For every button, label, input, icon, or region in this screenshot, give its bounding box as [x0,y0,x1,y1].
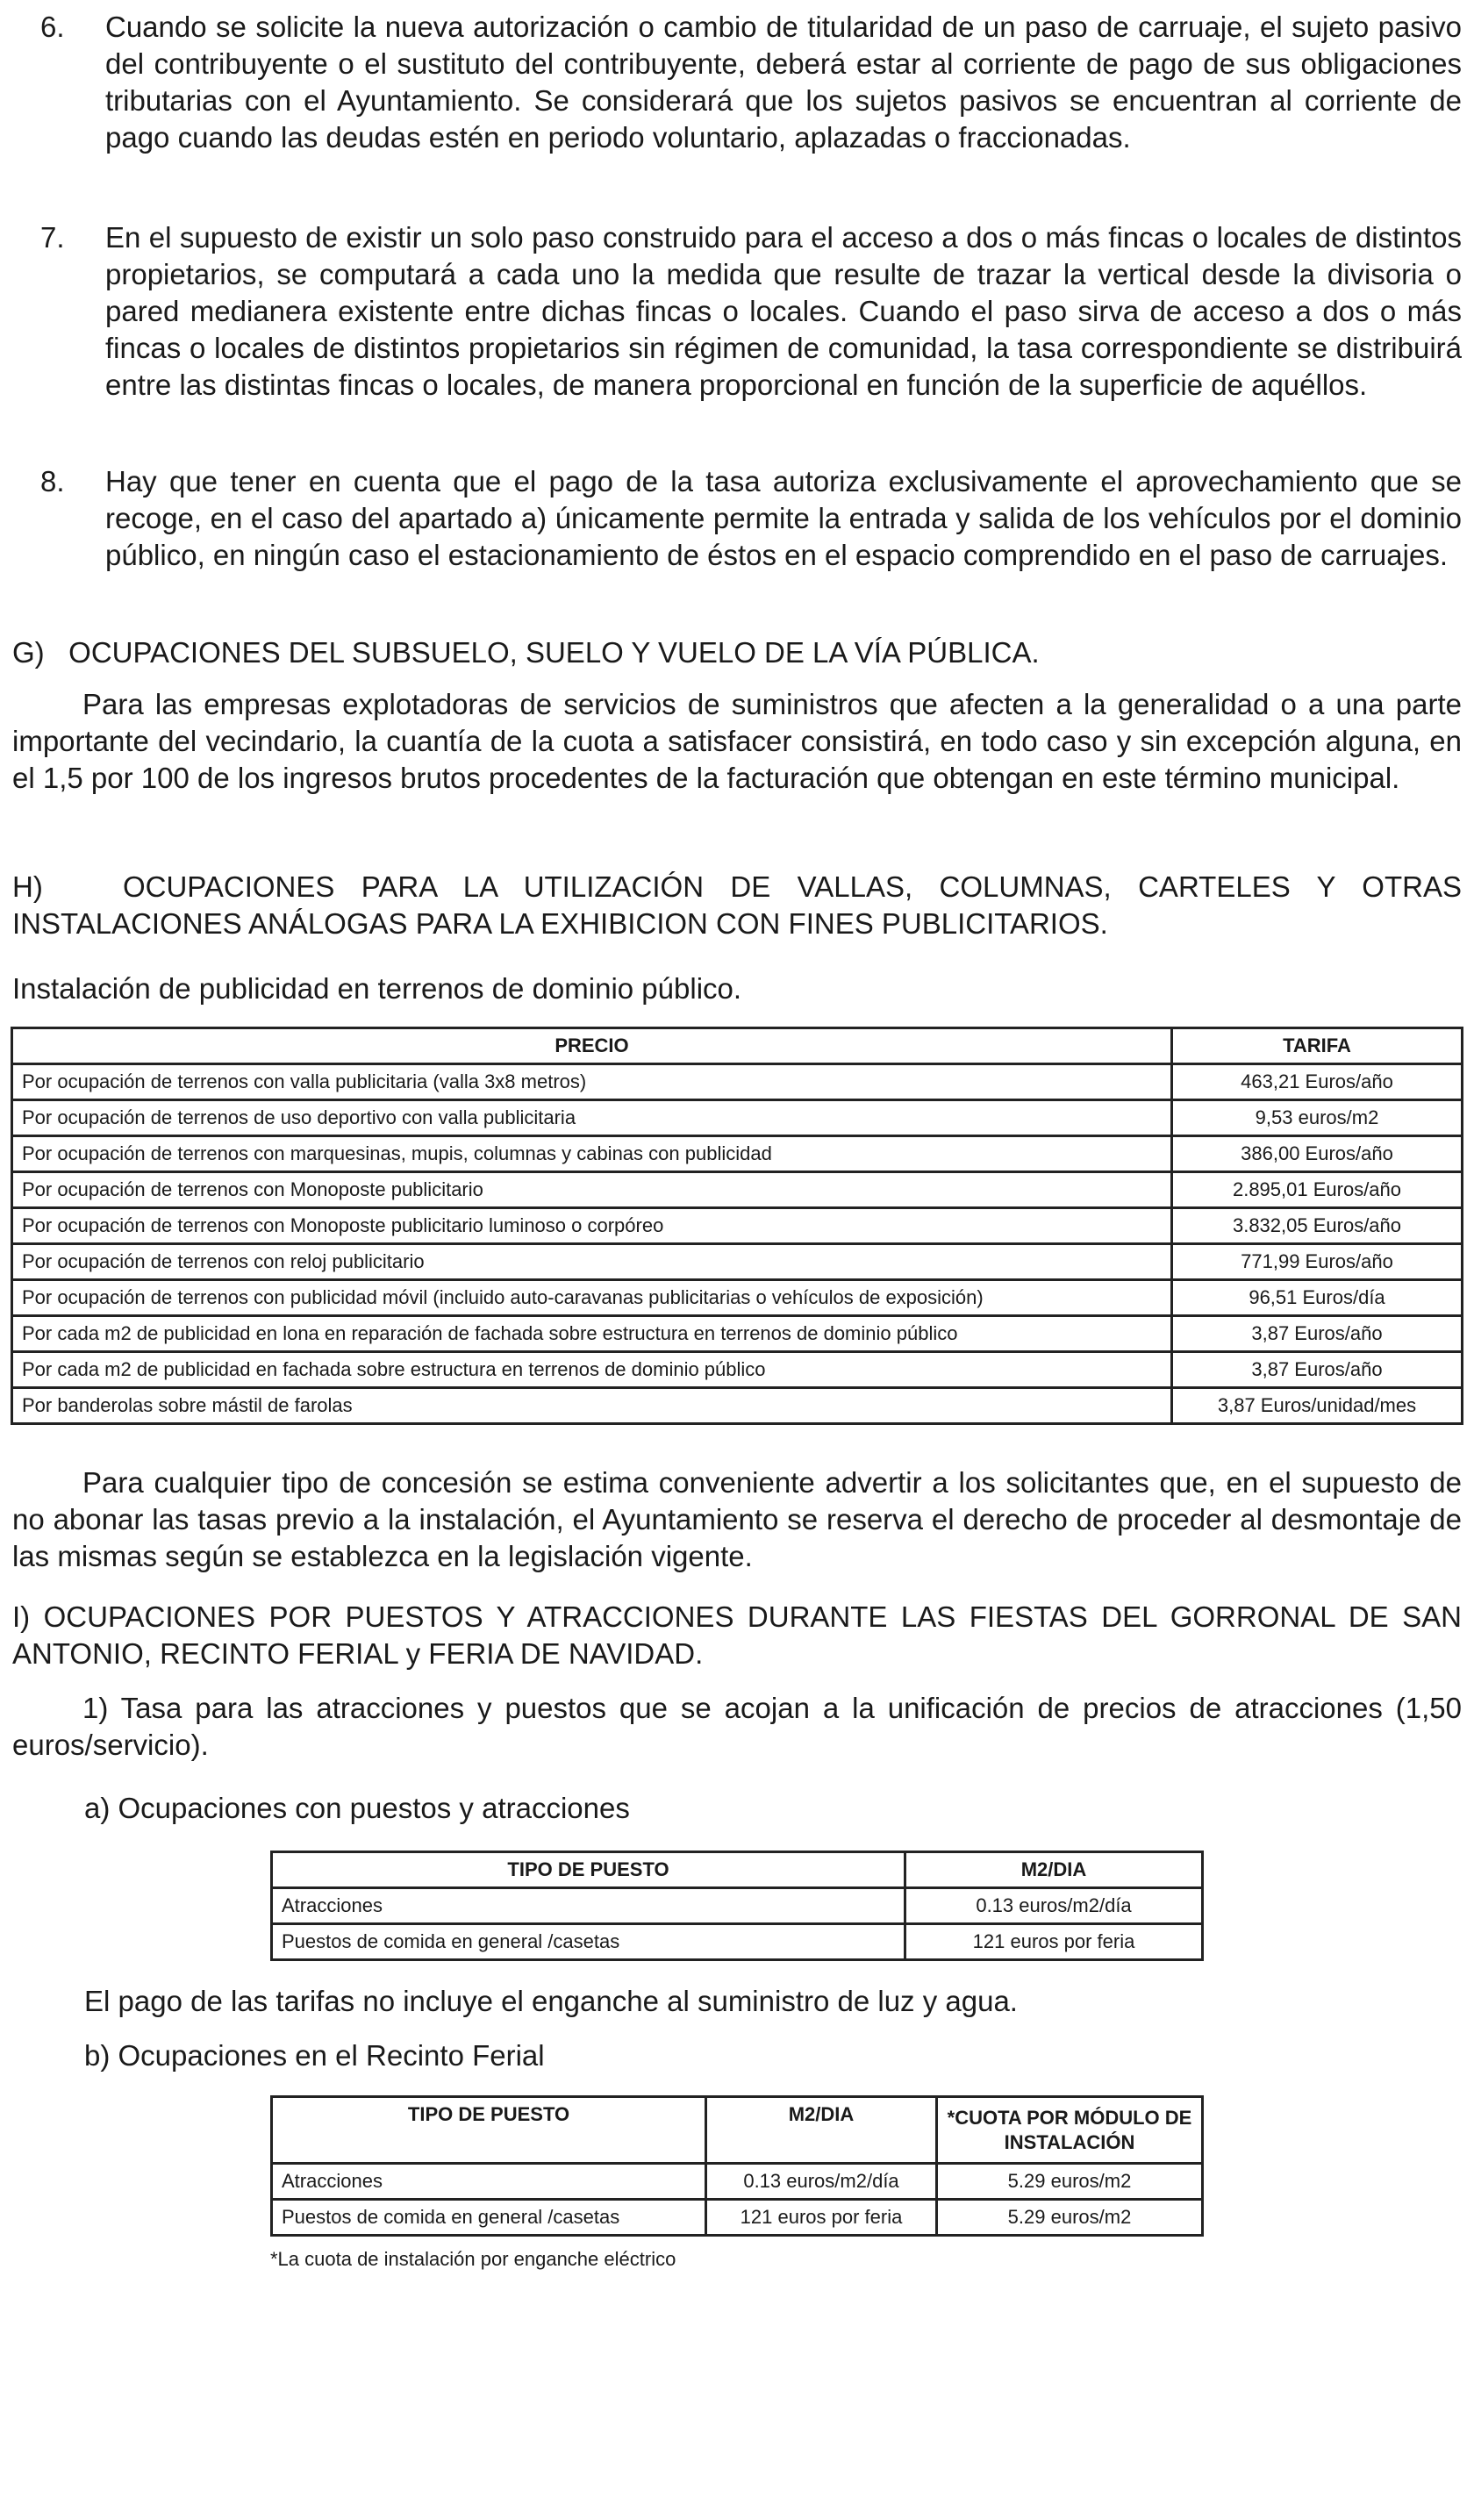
table-cell: 3,87 Euros/año [1172,1316,1463,1352]
table-cell: Puestos de comida en general /casetas [272,2200,706,2236]
table-row [12,1136,1463,1172]
header-m2dia: M2/DIA [905,1852,1203,1888]
footnote: *La cuota de instalación por enganche eléctrico [270,2248,676,2270]
table-cell: 5.29 euros/m2 [937,2164,1203,2200]
table-cell: Por cada m2 de publicidad en fachada sobre estructura en terrenos de dominio público [12,1352,1172,1388]
table-row [272,2200,1203,2236]
section-h-note: Para cualquier tipo de concesión se estima conveniente advertir a los solicitantes que, en el supuesto de no abonar las tasas previo a la instalación, el Ayuntamiento se reserva el derecho de proceder al desmontaje de las mismas según se establezca en la legislación vigente. [12,1466,1462,1572]
table-cell: Por ocupación de terrenos con publicidad móvil (incluido auto-caravanas publicitarias o vehículos de exposición) [12,1280,1172,1316]
item-number: 8. [40,465,65,498]
header-m2dia: M2/DIA [706,2097,937,2164]
header-tipo: TIPO DE PUESTO [272,2097,706,2164]
table-row [12,1316,1463,1352]
table-cell: 2.895,01 Euros/año [1172,1172,1463,1208]
table-cell: 0.13 euros/m2/día [905,1888,1203,1924]
table-cell: 463,21 Euros/año [1172,1064,1463,1100]
table-cell: Atracciones [272,2164,706,2200]
item-6 [12,9,1462,156]
table-cell: 3,87 Euros/unidad/mes [1172,1388,1463,1424]
table-cell: Por cada m2 de publicidad en lona en reparación de fachada sobre estructura en terrenos de dominio público [12,1316,1172,1352]
table-cell: 9,53 euros/m2 [1172,1100,1463,1136]
section-i-b-title: b) Ocupaciones en el Recinto Ferial [84,2039,545,2072]
item-text: Cuando se solicite la nueva autorización o cambio de titularidad de un paso de carruaje, el sujeto pasivo del contribuyente o el sustituto del contribuyente, deberá estar al corriente de pago de sus obligaciones tributarias con el Ayuntamiento. Se considerará que los sujetos pasivos se encuentran al corriente de pago cuando las deudas estén en periodo voluntario, aplazadas o fraccionadas. [105,11,1462,154]
table-cell: Atracciones [272,1888,905,1924]
item-7 [12,219,1462,404]
section-h-subtitle: Instalación de publicidad en terrenos de dominio público. [12,972,742,1005]
table-cell: 5.29 euros/m2 [937,2200,1203,2236]
table-row [12,1172,1463,1208]
item-text: Hay que tener en cuenta que el pago de la tasa autoriza exclusivamente el aprovechamiento que se recoge, en el caso del apartado a) únicamente permite la entrada y salida de los vehículos por el dominio público, en ningún caso el estacionamiento de éstos en el espacio comprendido en el paso de carruajes. [105,465,1462,571]
table-cell: 0.13 euros/m2/día [706,2164,937,2200]
table-cell: Por ocupación de terrenos con valla publicitaria (valla 3x8 metros) [12,1064,1172,1100]
table-cell: 3,87 Euros/año [1172,1352,1463,1388]
section-h-heading: H) OCUPACIONES PARA LA UTILIZACIÓN DE VALLAS, COLUMNAS, CARTELES Y OTRAS INSTALACIONES ANÁLOGAS PARA LA EXHIBICION CON FINES PUBLICITARIOS. [12,870,1470,940]
table-row [12,1388,1463,1424]
table-row [12,1208,1463,1244]
table-cell: 96,51 Euros/día [1172,1280,1463,1316]
table-cell: 121 euros por feria [905,1924,1203,1960]
advertising-fees-table [11,1027,1463,1425]
table-cell: 771,99 Euros/año [1172,1244,1463,1280]
fairground-table [270,2095,1204,2237]
stalls-table [270,1851,1204,1961]
table-cell: Por ocupación de terrenos con Monoposte publicitario luminoso o corpóreo [12,1208,1172,1244]
table-cell: Por banderolas sobre mástil de farolas [12,1388,1172,1424]
table-cell: 386,00 Euros/año [1172,1136,1463,1172]
header-tarifa: TARIFA [1172,1028,1463,1064]
table-cell: Por ocupación de terrenos con marquesinas, mupis, columnas y cabinas con publicidad [12,1136,1172,1172]
item-number: 7. [40,221,65,254]
table-cell: Por ocupación de terrenos con reloj publicitario [12,1244,1172,1280]
table-cell: Por ocupación de terrenos de uso deportivo con valla publicitaria [12,1100,1172,1136]
section-i-heading: I) OCUPACIONES POR PUESTOS Y ATRACCIONES DURANTE LAS FIESTAS DEL GORRONAL DE SAN ANTONIO, RECINTO FERIAL y FERIA DE NAVIDAD. [12,1600,1462,1670]
header-cuota: *CUOTA POR MÓDULO DE INSTALACIÓN [937,2097,1203,2164]
section-g-text: Para las empresas explotadoras de servicios de suministros que afecten a la generalidad o a una parte importante del vecindario, la cuantía de la cuota a satisfacer consistirá, en todo caso y sin excepción alguna, en el 1,5 por 100 de los ingresos brutos procedentes de la facturación que obtengan en este término municipal. [12,688,1462,794]
item-8 [12,463,1462,574]
table-cell: Por ocupación de terrenos con Monoposte publicitario [12,1172,1172,1208]
item-number: 6. [40,11,65,43]
section-i-a-title: a) Ocupaciones con puestos y atracciones [84,1792,630,1824]
table-row [12,1064,1463,1100]
table-row [272,1924,1203,1960]
table-row [12,1352,1463,1388]
header-precio: PRECIO [12,1028,1172,1064]
table-row [272,1888,1203,1924]
item-text: En el supuesto de existir un solo paso construido para el acceso a dos o más fincas o locales de distintos propietarios, se computará a cada uno la medida que resulte de trazar la vertical desde la divisoria o pared medianera existente entre dichas fincas o locales. Cuando el paso sirva de acceso a dos o más fincas o locales de distintos propietarios sin régimen de comunidad, la tasa correspondiente se distribuirá entre las distintas fincas o locales, de manera proporcional en función de la superficie de aquéllos. [105,221,1462,401]
section-g-heading: G) OCUPACIONES DEL SUBSUELO, SUELO Y VUELO DE LA VÍA PÚBLICA. [12,636,1040,669]
table-row [12,1244,1463,1280]
table-row [272,2164,1203,2200]
table-row [12,1100,1463,1136]
table-cell: 3.832,05 Euros/año [1172,1208,1463,1244]
header-tipo: TIPO DE PUESTO [272,1852,905,1888]
table-row [12,1280,1463,1316]
table-cell: Puestos de comida en general /casetas [272,1924,905,1960]
section-i-a-note: El pago de las tarifas no incluye el enganche al suministro de luz y agua. [84,1985,1018,2017]
table-cell: 121 euros por feria [706,2200,937,2236]
section-i-p1: 1) Tasa para las atracciones y puestos que se acojan a la unificación de precios de atracciones (1,50 euros/servicio). [12,1692,1462,1761]
